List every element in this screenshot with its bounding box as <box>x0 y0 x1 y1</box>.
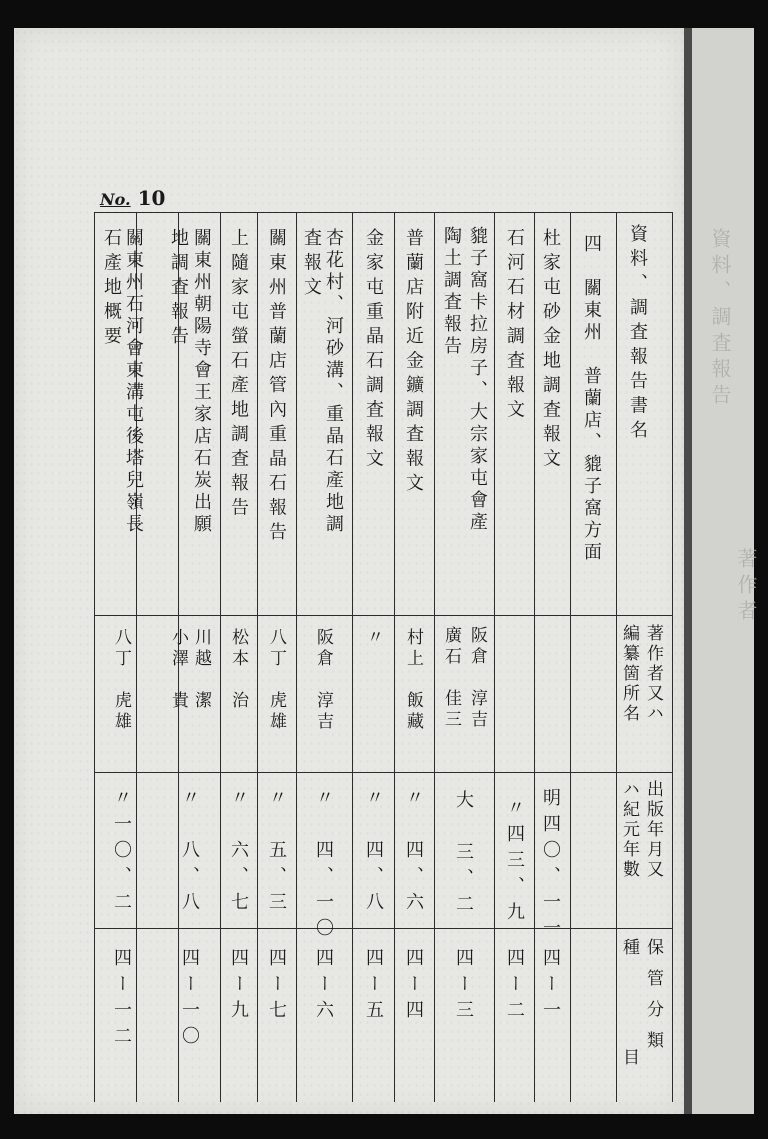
document-page <box>14 28 684 1114</box>
row-5-title: 金家屯重晶石調査報文 <box>363 228 384 473</box>
row-9-date: 〃 八、八 <box>179 788 200 918</box>
bleed-through-text: 資料、調査報告 <box>708 228 732 410</box>
row-4-class: 四ー四 <box>403 948 424 1026</box>
table-right-rule <box>672 212 673 1102</box>
column-rule <box>570 212 571 1102</box>
row-2-title: 石河石材調査報文 <box>504 228 525 424</box>
row-4-date: 〃 四、六 <box>403 788 424 918</box>
row-3-title-line1: 貔子窩卡拉房子、大宗家屯會產 <box>467 226 488 534</box>
row-3-author-line2: 廣石 佳三 <box>441 626 461 731</box>
book-gutter <box>684 28 692 1114</box>
title-author-rule <box>94 615 672 616</box>
column-rule <box>94 212 95 1102</box>
row-4-title: 普蘭店附近金鑛調査報文 <box>403 228 424 498</box>
row-10-title-line1: 關東州石河會東溝屯後塔兒嶺長 <box>123 228 144 536</box>
table-top-rule <box>94 212 672 213</box>
column-rule <box>296 212 297 1102</box>
row-3-author-line1: 阪倉 淳吉 <box>467 626 487 731</box>
row-8-date: 〃 六、七 <box>228 788 249 918</box>
row-1-title: 杜家屯砂金地調査報文 <box>540 228 561 473</box>
header-author-line2: 編纂箇所名 <box>619 624 639 724</box>
header-storage-item: 目 <box>619 1048 639 1069</box>
column-rule <box>352 212 353 1102</box>
page-number: No. 10 <box>100 186 166 210</box>
column-rule <box>257 212 258 1102</box>
header-date-line2: ハ紀元年數 <box>619 780 639 880</box>
header-title: 資料、調査報告書名 <box>627 224 648 445</box>
header-author-line1: 著作者又ハ <box>643 624 663 724</box>
section-heading: 四 關東州 普蘭店、貔子窩方面 <box>581 234 602 564</box>
row-8-author: 松本 治 <box>228 628 248 712</box>
row-9-title-line1: 關東州朝陽寺會王家店石炭出願 <box>191 228 212 536</box>
row-7-title: 關東州普蘭店管內重晶石報告 <box>266 228 287 547</box>
row-6-class: 四ー六 <box>313 948 334 1026</box>
column-rule <box>616 212 617 1102</box>
row-10-author: 八丁 虎雄 <box>111 628 131 733</box>
row-6-date: 〃 四、一〇 <box>313 788 334 944</box>
bleed-through-text: 著作者 <box>734 548 758 626</box>
row-5-date: 〃 四、八 <box>363 788 384 918</box>
column-rule <box>434 212 435 1102</box>
column-rule <box>494 212 495 1102</box>
author-date-rule <box>94 772 672 773</box>
row-10-date: 〃一〇、二 <box>111 788 132 918</box>
facing-page-edge <box>692 28 758 1114</box>
row-7-author: 八丁 虎雄 <box>266 628 286 733</box>
row-1-date: 明四〇、一一 <box>540 788 561 944</box>
row-1-class: 四ー一 <box>540 948 561 1026</box>
row-3-title-line2: 陶土調査報告 <box>441 226 462 358</box>
row-5-author: 〃 <box>363 628 383 649</box>
date-class-rule <box>94 928 672 929</box>
column-rule <box>534 212 535 1102</box>
row-6-title-line2: 査報文 <box>301 228 322 302</box>
row-10-title-line2: 石產地概要 <box>101 228 122 351</box>
row-6-title-line1: 杏花村、河砂溝、重晶石產地調 <box>323 228 344 536</box>
row-2-class: 四ー二 <box>504 948 525 1026</box>
row-3-date: 大 三、二 <box>453 790 474 920</box>
header-date-line1: 出版年月又 <box>643 780 663 880</box>
row-8-class: 四ー九 <box>228 948 249 1026</box>
header-storage-line1: 保管分類 <box>643 938 663 1062</box>
row-4-author: 村上 飯藏 <box>403 628 423 733</box>
row-7-date: 〃 五、三 <box>266 788 287 918</box>
row-5-class: 四ー五 <box>363 948 384 1026</box>
row-7-class: 四ー七 <box>266 948 287 1026</box>
row-10-class: 四ー一二 <box>111 948 132 1052</box>
row-9-title-line2: 地調査報告 <box>168 228 189 351</box>
row-2-date: 〃四三、九 <box>504 798 525 928</box>
row-9-author-line2: 小澤 貴 <box>168 628 188 712</box>
header-storage-kind: 種 <box>619 938 639 959</box>
row-6-author: 阪倉 淳吉 <box>313 628 333 733</box>
row-9-author-line1: 川越 潔 <box>191 628 211 712</box>
row-3-class: 四ー三 <box>453 948 474 1026</box>
column-rule <box>394 212 395 1102</box>
column-rule <box>220 212 221 1102</box>
row-8-title: 上隨家屯螢石產地調査報告 <box>228 228 249 522</box>
row-9-class: 四ー一〇 <box>179 948 200 1052</box>
